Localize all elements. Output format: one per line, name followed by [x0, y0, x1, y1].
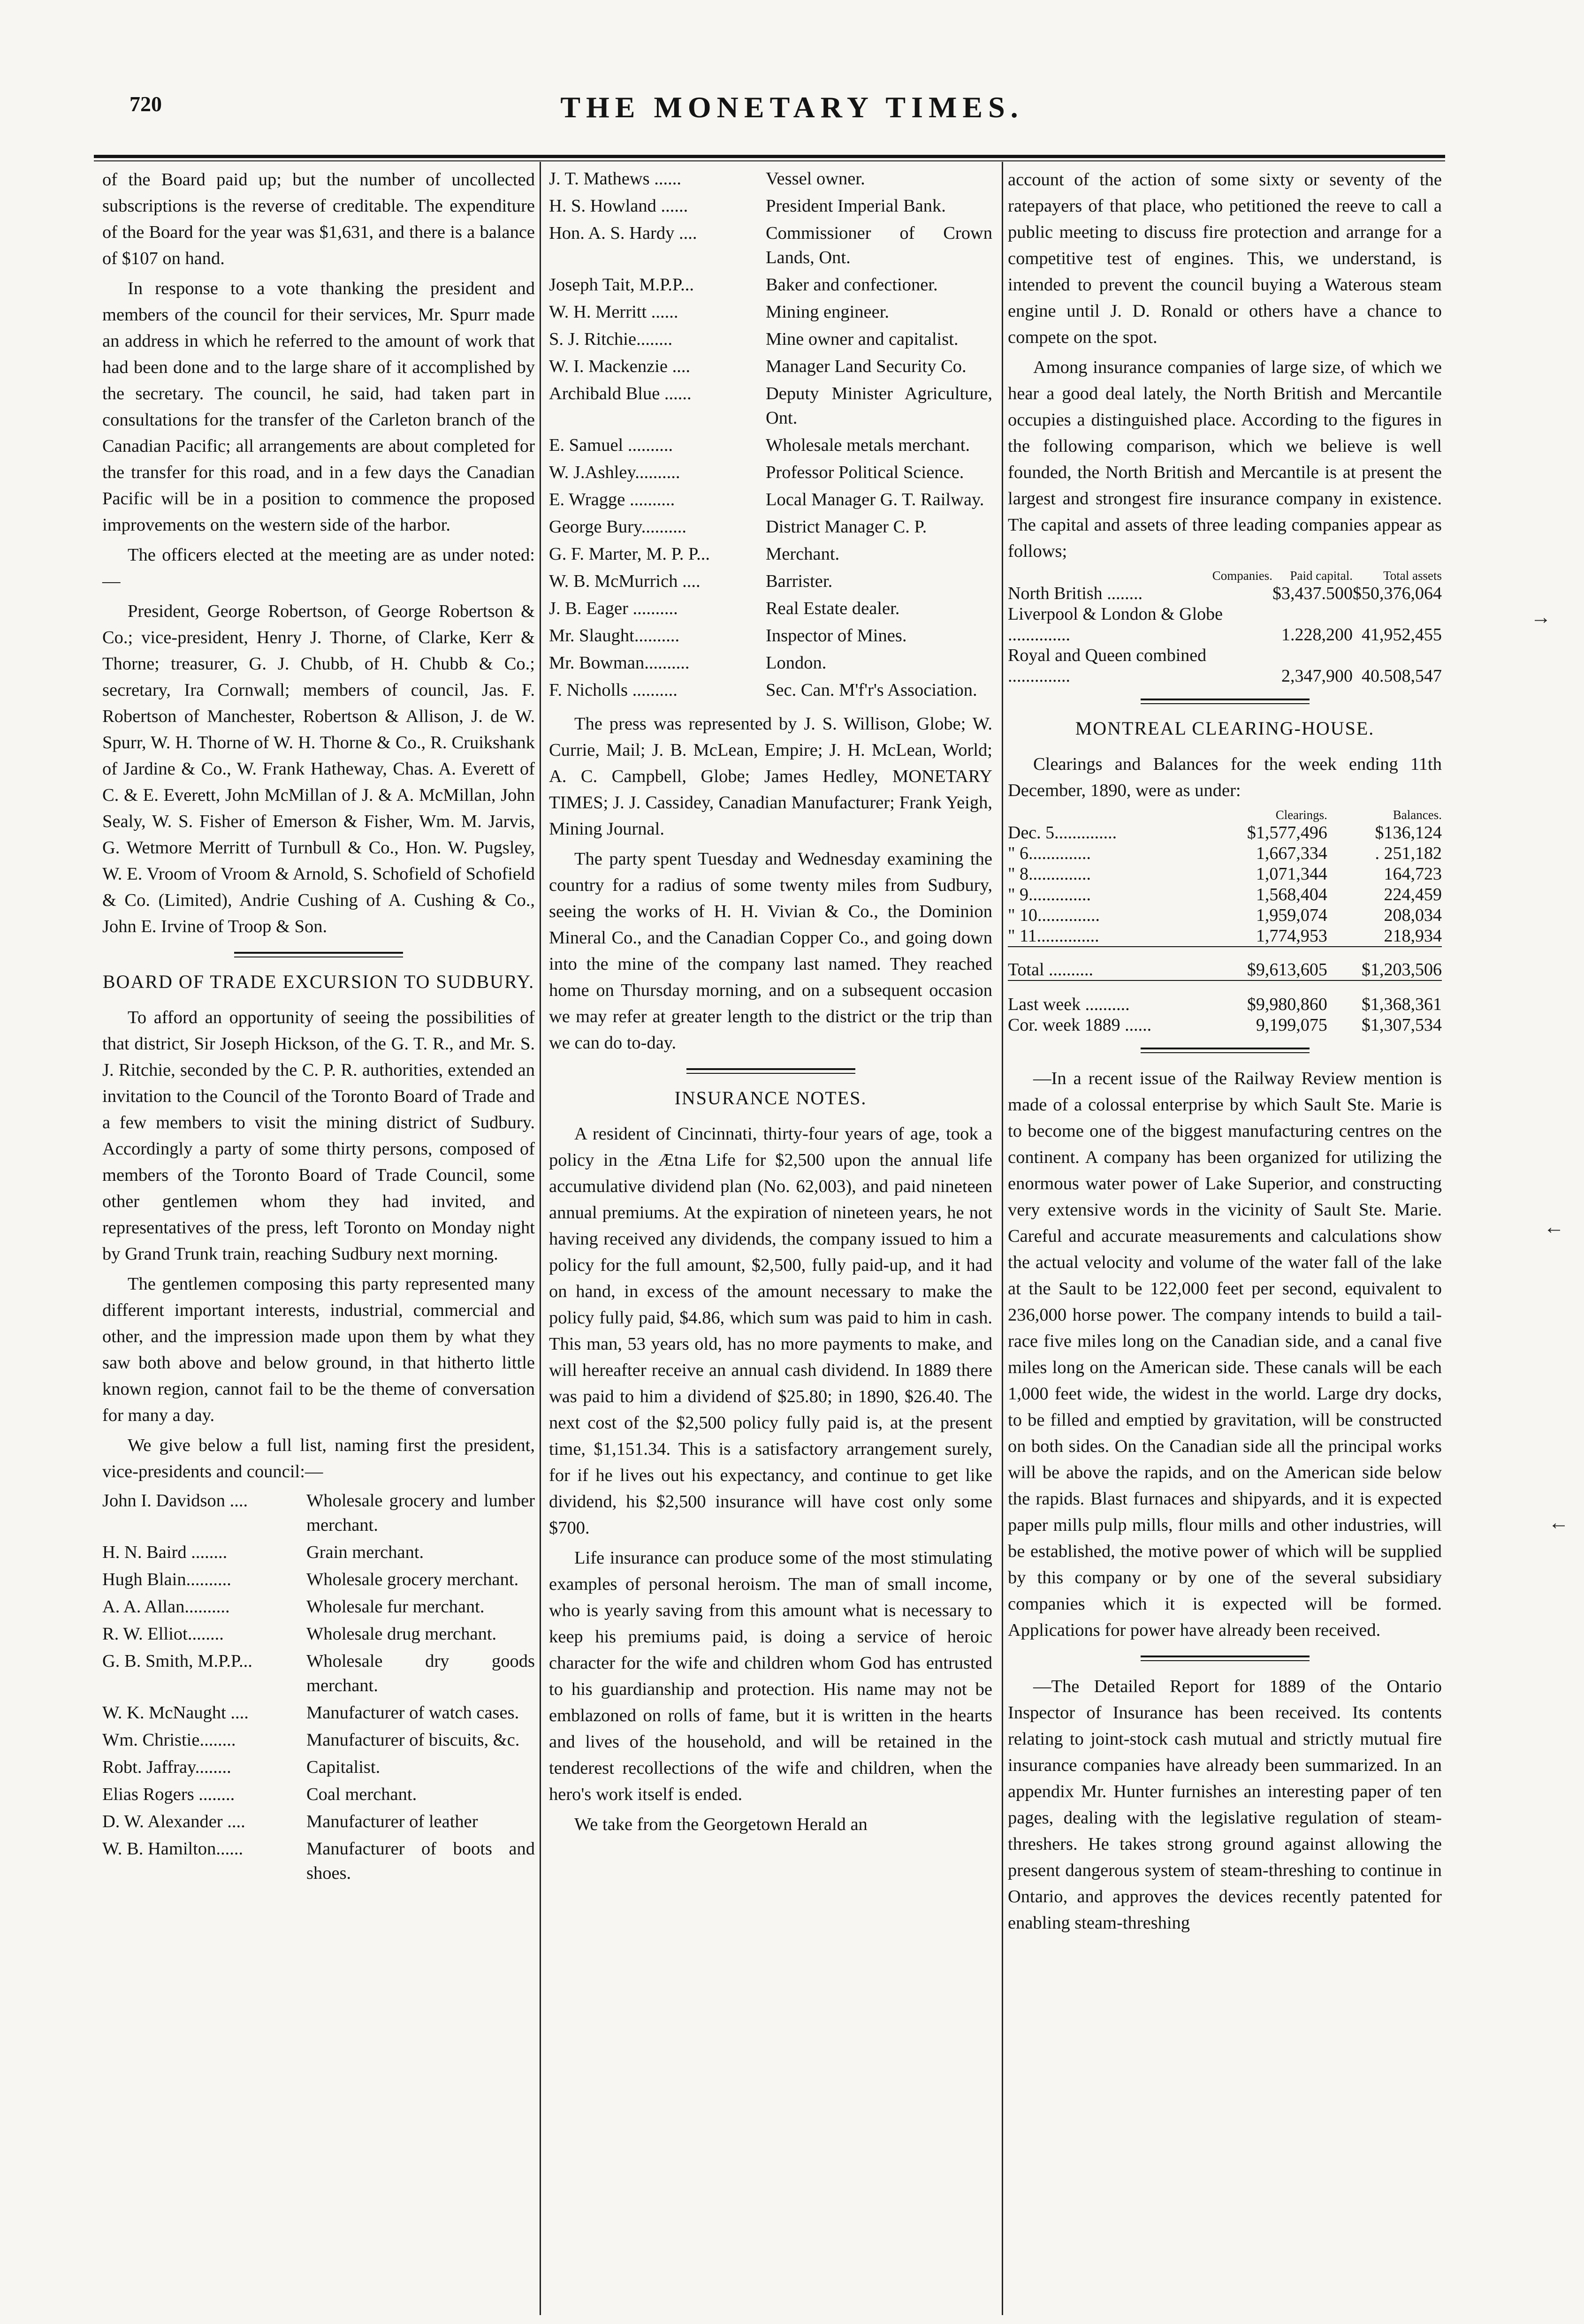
list-item-description: Barrister. [766, 571, 833, 591]
table-row [1008, 604, 1442, 645]
list-item-description: Wholesale drug merchant. [306, 1624, 497, 1644]
list-item [549, 354, 992, 379]
list-item [102, 1567, 535, 1592]
list-item-name: H. N. Baird ........ [102, 1542, 228, 1562]
page-number: 720 [129, 92, 162, 116]
list-item-name: R. W. Elliot........ [102, 1624, 224, 1644]
table-header [1008, 807, 1213, 822]
header-rule-thin [94, 160, 1445, 161]
list-item [102, 1809, 535, 1834]
list-item-name: Elias Rogers ........ [102, 1785, 235, 1804]
list-item-description: Merchant. [766, 544, 840, 564]
list-item [549, 569, 992, 593]
article-paragraph: President, George Robertson, of George Robertson & Co.; vice-president, Henry J. Thorne, of Clarke, Kerr & Thorne; treasurer, G. J. Chubb, of H. Chubb & Co.; secretary, Ira Cornwall; members of council, Jas. F. Robertson of Manchester, Robertson & Allison, J. de W. Spurr, W. H. Thorne of W. H. Thorne & Co., R. Cruikshank of Jardine & Co., W. Frank Hatheway, Chas. A. Everett of C. & E. Everett, John McMillan of J. & A. McMillan, John Sealy, W. S. Fisher of Emerson & Fisher, Wm. M. Jarvis, G. Wetmore Merritt of Turnbull & Co., Hon. W. Pugsley, W. E. Vroom of Vroom & Arnold, S. Schofield of Schofield & Co. (Limited), Andrie Cushing of A. Cushing & Co., John E. Irvine of Troop & Son. [102, 601, 535, 936]
table-header-row [1008, 807, 1442, 822]
list-item-name: E. Samuel .......... [549, 435, 673, 455]
list-item-description: Wholesale grocery and lumber merchant. [306, 1491, 535, 1535]
section-separator [1141, 1656, 1310, 1661]
article-paragraph: —The Detailed Report for 1889 of the Ontario Inspector of Insurance has been received. Its contents relating to joint-stock cash mutual and strictly mutual fire insurance companies have already been summarized. In an appendix Mr. Hunter furnishes an interesting paper of ten pages, dealing with the legislative regulation of steam-threshers. He takes strong ground against allowing the present dangerous system of steam-threshing to continue in Ontario, and approves the devices recently patented for enabling steam-threshing [1008, 1677, 1442, 1933]
table-cell: " 10.............. [1008, 905, 1100, 925]
list-item [549, 300, 992, 324]
list-item-description: Manufacturer of leather [306, 1812, 478, 1831]
section-separator [1141, 699, 1310, 704]
list-item-description: Manufacturer of watch cases. [306, 1703, 519, 1723]
table-cell: " 11.............. [1008, 926, 1099, 946]
table-cell: $9,613,605 [1213, 947, 1327, 980]
section-separator [234, 952, 403, 957]
list-item [102, 1728, 535, 1752]
list-item [102, 1837, 535, 1885]
list-item-name: W. I. Mackenzie .... [549, 357, 691, 376]
list-item [102, 1782, 535, 1807]
table-row [1008, 822, 1442, 843]
table-cell: . 251,182 [1375, 843, 1442, 863]
margin-mark-1: → [1531, 606, 1551, 629]
article-paragraph: To afford an opportunity of seeing the possibilities of that district, Sir Joseph Hickson, of the G. T. R., and Mr. S. J. Ritchie, seconded by the C. P. R. authorities, extended an invitation to the Council of the Toronto Board of Trade and a few members to visit the mining district of Sudbury. Accordingly a party of some thirty persons, composed of members of the Toronto Board of Trade Council, some other gentlemen whom they had invited, and representatives of the press, left Toronto on Monday night by Grand Trunk train, reaching Sudbury next morning. [102, 1008, 535, 1264]
list-item-name: George Bury.......... [549, 517, 686, 537]
table-header-row [1008, 568, 1442, 583]
table-cell: 2,347,900 [1281, 666, 1353, 686]
table-cell: North British ........ [1008, 584, 1143, 603]
table-cell: $136,124 [1375, 823, 1442, 843]
article-paragraph: Clearings and Balances for the week ending 11th December, 1890, were as under: [1008, 754, 1442, 800]
table-header: Paid capital. [1290, 569, 1353, 583]
list-item-description: Deputy Minister Agriculture, Ont. [766, 384, 992, 428]
list-item [549, 542, 992, 566]
article-paragraph: A resident of Cincinnati, thirty-four years of age, took a policy in the Ætna Life for $2,500 upon the annual life accumulative dividend plan (No. 62,003), and paid nineteen annual premiums. At the expiration of nineteen years, he not having received any dividends, the company issued to him a policy for the full amount, $2,500, fully paid-up, and it had on hand, in excess of the amount necessary to make the policy fully paid, $4.86, which sum was paid to him in cash. This man, 53 years old, has no more payments to make, and will hereafter receive an annual cash dividend. In 1889 there was paid to him a dividend of $25.80; in 1890, $26.40. The next cost of the $2,500 policy fully paid is, at the present time, $1,151.34. This is a satisfactory arrangement surely, for if he lives out his expectancy, and continue to get like dividend, his $2,500 insurance will have cost only some $700. [549, 1124, 992, 1538]
article-paragraph: The party spent Tuesday and Wednesday examining the country for a radius of some twenty miles from Sudbury, seeing the works of H. H. Vivian & Co., the Dominion Mineral Co., and the Canadian Copper Co., and going down into the mine of the company last named. They reached home on Thursday morning, and on a subsequent occasion we may refer at greater length to the district or the trip than we can do to-day. [549, 849, 992, 1053]
list-item-name: Archibald Blue ...... [549, 384, 692, 403]
list-item-description: District Manager C. P. [766, 517, 927, 537]
list-item-description: Professor Political Science. [766, 463, 964, 482]
article-paragraph: The officers elected at the meeting are as under noted:— [102, 545, 535, 591]
article-paragraph: Among insurance companies of large size, of which we hear a good deal lately, the North British and Mercantile occupies a distinguished place. According to the figures in the following comparison, which we believe is well founded, the North British and Mercantile is at present the largest and strongest fire insurance company in existence. The capital and assets of three leading companies appear as follows; [1008, 357, 1442, 561]
article-paragraph: account of the action of some sixty or seventy of the ratepayers of that place, who petitioned the reeve to call a public meeting to discuss fire protection and arrange for a competitive test of engines. This, we understand, is intended to prevent the council buying a Waterous steam engine until J. D. Ronald or others have a chance to compete on the spot. [1008, 170, 1442, 347]
table-cell: 9,199,075 [1256, 1015, 1327, 1035]
section-separator [686, 1068, 855, 1074]
column-divider-2 [1002, 162, 1003, 2315]
table-cell: 1,667,334 [1256, 843, 1327, 863]
article-paragraph: of the Board paid up; but the number of uncollected subscriptions is the reverse of creditable. The expenditure of the Board for the year was $1,631, and there is a balance of $107 on hand. [102, 170, 535, 268]
article-paragraph: We take from the Georgetown Herald an [574, 1815, 868, 1834]
table-cell: " 9.............. [1008, 885, 1091, 904]
list-item-description: Local Manager G. T. Railway. [766, 490, 984, 509]
list-item-description: Capitalist. [306, 1757, 381, 1777]
table-cell: " 6.............. [1008, 843, 1091, 863]
list-item [549, 167, 992, 191]
list-item [102, 1622, 535, 1646]
table-cell: 1,568,404 [1256, 885, 1327, 904]
table-cell: $1,368,361 [1327, 980, 1442, 1015]
list-item-description: Manufacturer of boots and shoes. [306, 1839, 535, 1883]
column-3 [1008, 167, 1442, 1940]
table-row [1008, 1015, 1442, 1035]
table-header: Clearings. [1275, 808, 1327, 822]
list-item-name: G. B. Smith, M.P.P... [102, 1651, 252, 1671]
column-divider-1 [540, 162, 541, 2315]
list-item-description: Sec. Can. M'f'r's Association. [766, 680, 977, 700]
companies-table [1008, 568, 1442, 686]
list-item-description: Wholesale fur merchant. [306, 1597, 485, 1617]
table-header: Balances. [1393, 808, 1442, 822]
table-cell: 41,952,455 [1362, 625, 1442, 645]
list-item [549, 327, 992, 351]
table-cell: 40.508,547 [1362, 666, 1442, 686]
list-item-description: Wholesale metals merchant. [766, 435, 970, 455]
list-item-name: Robt. Jaffray........ [102, 1757, 231, 1777]
article-paragraph: —In a recent issue of the Railway Review mention is made of a colossal enterprise by which Sault Ste. Marie is to become one of the biggest manufacturing centres on the continent. A company has been organized for utilizing the enormous water power of Lake Superior, and constructing very extensive words in the vicinity of Sault Ste. Marie. Careful and accurate measurements and calculations show the actual velocity and volume of the water fall of the lake at the Sault to be 122,000 feet per second, equivalent to 236,000 horse power. The company intends to build a tail-race five miles long on the Canadian side, and a canal five miles long on the American side. These canals will be each 1,000 feet wide, the widest in the world. Large dry docks, to be filled and emptied by gravitation, will be constructed on both sides. On the Canadian side all the principal works will be above the rapids, and on the American side below the rapids. Blast furnaces and shipyards, and it is expected paper mills pulp mills, flour mills and other industries, will be established, the motive power of which will be supplied by this company or by one of the several subsidiary companies which it is expected will be formed. Applications for power have already been received. [1008, 1069, 1442, 1640]
table-row [1008, 905, 1442, 926]
list-item-description: President Imperial Bank. [766, 196, 946, 216]
list-item [102, 1649, 535, 1698]
list-item-description: Commissioner of Crown Lands, Ont. [766, 223, 992, 267]
article-paragraph: The press was represented by J. S. Willison, Globe; W. Currie, Mail; J. B. McLean, Empire; J. H. McLean, World; A. C. Campbell, Globe; James Hedley, MONETARY TIMES; J. J. Cassidey, Canadian Manufacturer; Frank Yeigh, Mining Journal. [549, 714, 992, 839]
table-row [1008, 980, 1442, 1015]
list-item-description: Coal merchant. [306, 1785, 417, 1804]
table-cell: 208,034 [1384, 905, 1442, 925]
list-item [549, 433, 992, 457]
article-paragraph: The gentlemen composing this party represented many different important interests, industrial, commercial and other, and the impression made upon them by what they saw both above and below ground, in that hitherto little known region, cannot fail to be the theme of conversation for many a day. [102, 1274, 535, 1425]
list-item-name: W. B. McMurrich .... [549, 571, 701, 591]
list-item [549, 623, 992, 648]
table-cell: $3,437.500 [1272, 584, 1353, 603]
column-2 [549, 167, 992, 1841]
table-cell: 1,774,953 [1256, 926, 1327, 946]
table-cell: Total .......... [1008, 947, 1213, 980]
table-cell: 224,459 [1384, 885, 1442, 904]
members-list-continued [549, 167, 992, 702]
margin-mark-2: ← [1544, 1215, 1564, 1238]
table-header: Total assets [1383, 569, 1442, 583]
list-item-description: Mine owner and capitalist. [766, 329, 959, 349]
list-item [549, 596, 992, 621]
list-item-description: Wholesale dry goods merchant. [306, 1651, 535, 1695]
section-heading-sudbury: BOARD OF TRADE EXCURSION TO SUDBURY. [102, 971, 535, 992]
list-item-description: Inspector of Mines. [766, 626, 907, 646]
article-paragraph: Life insurance can produce some of the most stimulating examples of personal heroism. The man of small income, who is yearly saving from this amount what is necessary to keep his premiums paid, is doing a service of heroic character for the wife and children whom God has entrusted to his guardianship and protection. His name may not be emblazoned on rolls of fame, but it is written in the hearts and lives of the household, and will be retained in the tenderest recollections of the wife and children, when the hero's work itself is ended. [549, 1548, 992, 1804]
section-heading-clearing-house: MONTREAL CLEARING-HOUSE. [1075, 718, 1375, 739]
table-cell: $50,376,064 [1353, 584, 1442, 603]
list-item [549, 651, 992, 675]
members-list [102, 1489, 535, 1885]
table-row [1008, 884, 1442, 905]
table-cell: 218,934 [1384, 926, 1442, 946]
list-item [102, 1489, 535, 1537]
table-cell: Cor. week 1889 ...... [1008, 1015, 1152, 1035]
list-item [102, 1701, 535, 1725]
masthead-title: THE MONETARY TIMES. [560, 91, 1024, 124]
table-cell: Last week .......... [1008, 980, 1213, 1015]
table-cell: $1,307,534 [1362, 1015, 1442, 1035]
list-item-description: Vessel owner. [766, 169, 865, 189]
list-item-description: Grain merchant. [306, 1542, 424, 1562]
list-item-name: F. Nicholls .......... [549, 680, 678, 700]
list-item-name: Mr. Slaught.......... [549, 626, 680, 646]
list-item [549, 515, 992, 539]
margin-mark-3: ← [1548, 1511, 1569, 1534]
list-item [549, 381, 992, 430]
list-item-description: Baker and confectioner. [766, 275, 938, 295]
list-item-name: H. S. Howland ...... [549, 196, 688, 216]
table-total-row [1008, 947, 1442, 980]
list-item [549, 221, 992, 270]
list-item-description: Wholesale grocery merchant. [306, 1570, 519, 1589]
table-cell: $9,980,860 [1213, 980, 1327, 1015]
list-item-name: W. K. McNaught .... [102, 1703, 249, 1723]
list-item [102, 1540, 535, 1565]
table-row [1008, 645, 1442, 686]
list-item-name: J. T. Mathews ...... [549, 169, 681, 189]
list-item-name: John I. Davidson .... [102, 1491, 248, 1511]
list-item [102, 1755, 535, 1779]
list-item-name: Wm. Christie........ [102, 1730, 236, 1750]
table-cell: Liverpool & London & Globe .............. [1008, 604, 1223, 645]
list-item-name: Hugh Blain.......... [102, 1570, 231, 1589]
list-item-description: Real Estate dealer. [766, 599, 900, 618]
table-cell: 1.228,200 [1281, 625, 1353, 645]
list-item-name: S. J. Ritchie........ [549, 329, 673, 349]
table-cell: $1,203,506 [1327, 947, 1442, 980]
list-item [549, 460, 992, 485]
table-cell: 1,959,074 [1256, 905, 1327, 925]
list-item-name: E. Wragge .......... [549, 490, 675, 509]
table-cell: 1,071,344 [1256, 864, 1327, 884]
table-header: Companies. [1212, 569, 1272, 583]
list-item-name: W. J.Ashley.......... [549, 463, 680, 482]
list-item [549, 678, 992, 702]
table-cell: Dec. 5.............. [1008, 823, 1117, 843]
list-item-description: London. [766, 653, 827, 673]
column-1 [102, 167, 535, 1888]
list-item [549, 273, 992, 297]
section-separator [1141, 1048, 1310, 1053]
table-row [1008, 843, 1442, 864]
list-item-name: W. B. Hamilton...... [102, 1839, 244, 1859]
table-cell: $1,577,496 [1247, 823, 1327, 843]
list-item-name: Hon. A. S. Hardy .... [549, 223, 697, 243]
list-item-name: J. B. Eager .......... [549, 599, 678, 618]
table-cell: " 8.............. [1008, 864, 1091, 884]
list-item-name: D. W. Alexander .... [102, 1812, 245, 1831]
list-item-name: G. F. Marter, M. P. P... [549, 544, 710, 564]
header-rule [94, 155, 1445, 158]
list-item-name: Joseph Tait, M.P.P... [549, 275, 694, 295]
list-item-name: W. H. Merritt ...... [549, 302, 678, 322]
table-cell: Royal and Queen combined .............. [1008, 646, 1207, 686]
list-item [549, 194, 992, 218]
list-item [549, 487, 992, 512]
table-row [1008, 583, 1442, 604]
list-item [102, 1595, 535, 1619]
list-item-description: Manager Land Security Co. [766, 357, 967, 376]
section-heading-insurance: INSURANCE NOTES. [674, 1087, 867, 1109]
list-item-name: A. A. Allan.......... [102, 1597, 230, 1617]
list-item-name: Mr. Bowman.......... [549, 653, 690, 673]
article-paragraph: In response to a vote thanking the president and members of the council for their services, Mr. Spurr made an address in which he referred to the amount of work that had been done and to the large share of it accomplished by the secretary. The council, he said, had taken part in consultations for the transfer of the Carleton branch of the Canadian Pacific; all arrangements are about completed for the transfer for this road, and in a few days the Canadian Pacific will be in a position to commence the proposed improvements on the western side of the harbor. [102, 279, 535, 535]
clearing-table [1008, 807, 1442, 1035]
article-paragraph: We give below a full list, naming first the president, vice-presidents and council:— [102, 1435, 535, 1481]
list-item-description: Mining engineer. [766, 302, 890, 322]
table-row [1008, 864, 1442, 884]
table-row [1008, 926, 1442, 947]
list-item-description: Manufacturer of biscuits, &c. [306, 1730, 520, 1750]
table-cell: 164,723 [1384, 864, 1442, 884]
